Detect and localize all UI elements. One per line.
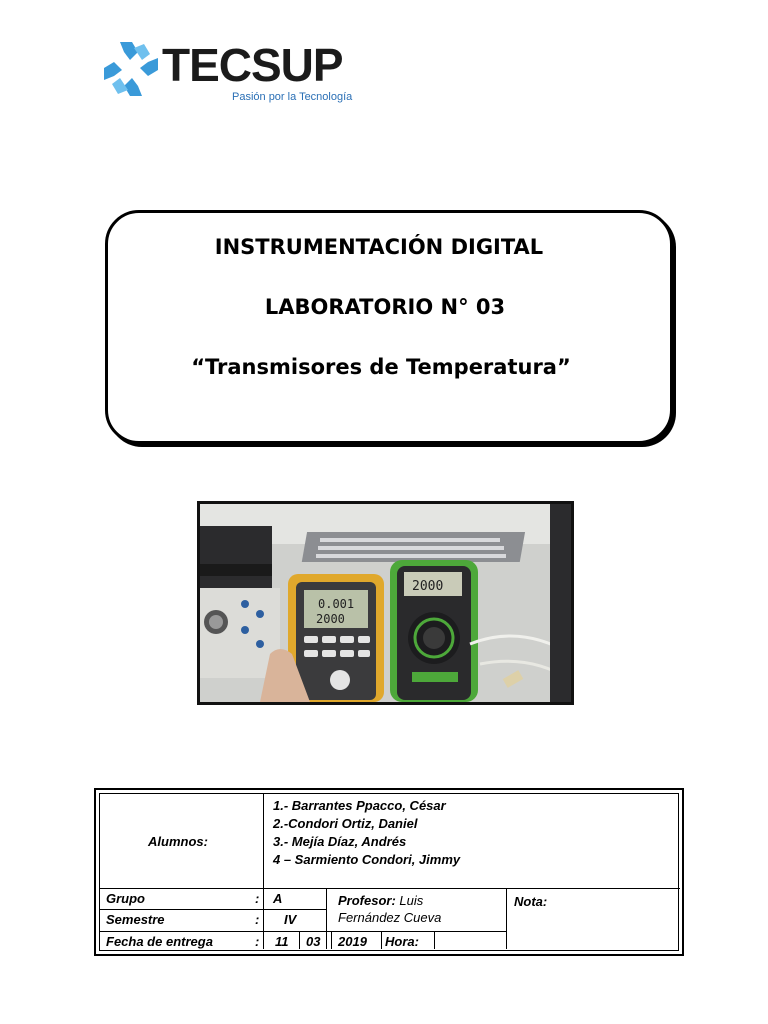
professor-name-first: Luis — [395, 893, 424, 908]
table-divider — [381, 931, 382, 949]
lab-topic: “Transmisores de Temperatura” — [191, 355, 571, 379]
student-info-inner-border — [99, 793, 679, 951]
table-divider — [506, 888, 507, 949]
semester-label: Semestre — [106, 912, 165, 927]
date-year: 2019 — [338, 934, 367, 949]
semester-colon: : — [255, 912, 260, 927]
date-colon: : — [255, 934, 260, 949]
group-colon: : — [255, 891, 260, 906]
tecsup-logo — [100, 38, 360, 108]
student-3: 3.- Mejía Díaz, Andrés — [273, 834, 407, 849]
date-day: 11 — [275, 934, 289, 949]
grade-label: Nota: — [514, 894, 548, 909]
title-box — [105, 210, 673, 444]
table-divider — [299, 931, 300, 949]
student-2: 2.-Condori Ortiz, Daniel — [273, 816, 418, 831]
professor-label — [338, 893, 423, 909]
table-divider — [100, 931, 506, 932]
table-divider — [263, 794, 264, 949]
multimeters-photo-image — [200, 504, 571, 702]
table-divider — [100, 888, 680, 889]
students-label: Alumnos: — [148, 834, 208, 849]
professor-name-last: Fernández Cueva — [338, 910, 442, 925]
student-info-table — [94, 788, 684, 956]
svg-text:2000: 2000 — [412, 579, 444, 594]
logo-wordmark: TECSUP — [162, 39, 343, 91]
lab-number: LABORATORIO N° 03 — [264, 295, 506, 319]
table-divider — [434, 931, 435, 949]
svg-text:0.001: 0.001 — [318, 597, 355, 611]
tecsup-mark-icon — [100, 38, 162, 100]
student-4: 4 – Sarmiento Condori, Jimmy — [273, 852, 461, 867]
date-month: 03 — [306, 934, 321, 949]
logo-tagline: Pasión por la Tecnología — [232, 91, 353, 103]
svg-text:2000: 2000 — [316, 612, 345, 626]
hour-label: Hora: — [385, 934, 419, 949]
lab-photo — [197, 501, 574, 705]
group-value: A — [273, 891, 283, 906]
table-divider — [331, 931, 332, 949]
group-label: Grupo — [106, 891, 145, 906]
table-divider — [100, 909, 327, 910]
semester-value: IV — [284, 912, 297, 927]
student-1: 1.- Barrantes Ppacco, César — [273, 798, 446, 813]
professor-label-text: Profesor: — [338, 893, 396, 908]
table-divider — [326, 888, 327, 949]
date-label: Fecha de entrega — [106, 934, 213, 949]
course-title: INSTRUMENTACIÓN DIGITAL — [214, 235, 544, 259]
